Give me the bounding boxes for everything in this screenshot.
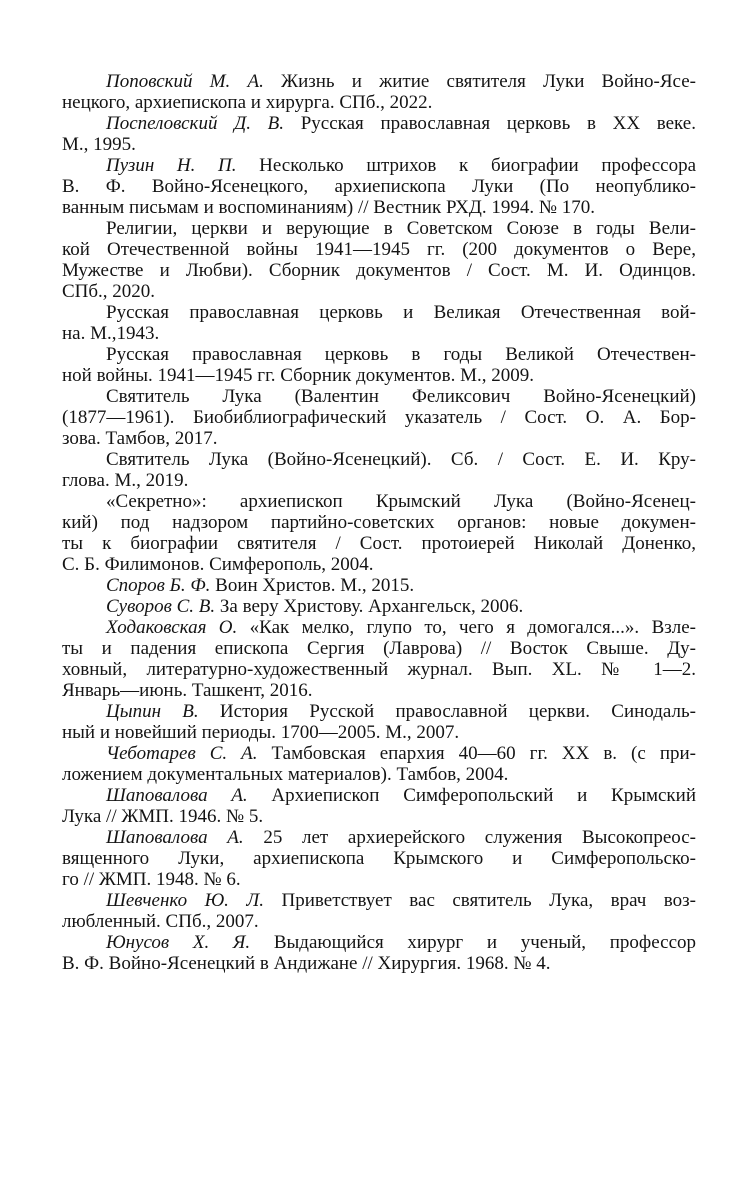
author-name: Ходаковская О. xyxy=(106,617,238,638)
text-run: на. М.,1943. xyxy=(62,323,160,344)
text-run: го // ЖМП. 1948. № 6. xyxy=(62,869,241,890)
bib-line xyxy=(62,323,696,344)
bib-line xyxy=(62,302,696,323)
bib-line xyxy=(62,197,696,218)
author-name: Пузин Н. П. xyxy=(106,155,237,176)
bib-line xyxy=(62,470,696,491)
bib-entry xyxy=(62,596,696,617)
bib-entry xyxy=(62,491,696,575)
text-run: (1877—1961). Биобиблиографический указатель / Сост. О. А. Бор- xyxy=(62,407,696,428)
bib-line xyxy=(62,428,696,449)
text-run: Воин Христов. М., 2015. xyxy=(210,575,415,596)
text-run: Религии, церкви и верующие в Советском Союзе в годы Вели- xyxy=(106,218,696,239)
text-run: Русская православная церковь в XX веке. xyxy=(284,113,696,134)
text-run: Жизнь и житие святителя Луки Войно-Ясе- xyxy=(263,71,696,92)
bib-entry xyxy=(62,113,696,155)
text-run: ты к биографии святителя / Сост. протоиерей Николай Доненко, xyxy=(62,533,696,554)
bib-line xyxy=(62,134,696,155)
bib-entry xyxy=(62,785,696,827)
bib-line xyxy=(62,827,696,848)
text-run: ный и новейший периоды. 1700—2005. М., 2007. xyxy=(62,722,460,743)
bib-line xyxy=(62,449,696,470)
bib-entry xyxy=(62,617,696,701)
bib-line xyxy=(62,890,696,911)
text-run: История Русской православной церкви. Синодаль- xyxy=(198,701,696,722)
bib-line xyxy=(62,113,696,134)
bib-line xyxy=(62,659,696,680)
bib-entry xyxy=(62,575,696,596)
bib-line xyxy=(62,764,696,785)
bib-line xyxy=(62,911,696,932)
bib-line xyxy=(62,701,696,722)
bib-line xyxy=(62,155,696,176)
bib-entry xyxy=(62,386,696,449)
bib-line xyxy=(62,281,696,302)
text-run: М., 1995. xyxy=(62,134,136,155)
text-run: вященного Луки, архиепископа Крымского и Симферопольско- xyxy=(62,848,696,869)
text-run: кий) под надзором партийно-советских органов: новые докумен- xyxy=(62,512,696,533)
bib-line xyxy=(62,869,696,890)
bib-entry xyxy=(62,155,696,218)
bib-line xyxy=(62,365,696,386)
text-run: За веру Христову. Архангельск, 2006. xyxy=(215,596,524,617)
author-name: Суворов С. В. xyxy=(106,596,216,617)
bib-line xyxy=(62,806,696,827)
text-run: «Секретно»: архиепископ Крымский Лука (Войно-Ясенец- xyxy=(106,491,696,512)
bib-entry xyxy=(62,71,696,113)
text-run: нецкого, архиепископа и хирурга. СПб., 2022. xyxy=(62,92,433,113)
text-run: Русская православная церковь и Великая Отечественная вой- xyxy=(106,302,696,323)
bib-line xyxy=(62,932,696,953)
bib-line xyxy=(62,743,696,764)
text-run: Архиепископ Симферопольский и Крымский xyxy=(247,785,696,806)
bib-line xyxy=(62,953,696,974)
text-run: «Как мелко, глупо то, чего я домогался...». Взле- xyxy=(237,617,696,638)
bib-line xyxy=(62,533,696,554)
author-name: Чеботарев С. А. xyxy=(106,743,258,764)
author-name: Шевченко Ю. Л. xyxy=(106,890,265,911)
text-run: СПб., 2020. xyxy=(62,281,156,302)
bib-entry xyxy=(62,743,696,785)
bib-line xyxy=(62,260,696,281)
bib-line xyxy=(62,407,696,428)
text-run: кой Отечественной войны 1941—1945 гг. (200 документов о Вере, xyxy=(62,239,696,260)
author-name: Шаповалова А. xyxy=(106,785,248,806)
bib-entry xyxy=(62,302,696,344)
text-run: зова. Тамбов, 2017. xyxy=(62,428,218,449)
bib-line xyxy=(62,596,696,617)
bib-entry xyxy=(62,701,696,743)
text-run: Январь—июнь. Ташкент, 2016. xyxy=(62,680,313,701)
bib-line xyxy=(62,239,696,260)
bib-line xyxy=(62,848,696,869)
text-run: Святитель Лука (Войно-Ясенецкий). Сб. / Сост. Е. И. Кру- xyxy=(106,449,696,470)
bib-line xyxy=(62,722,696,743)
text-run: глова. М., 2019. xyxy=(62,470,189,491)
text-run: Мужестве и Любви). Сборник документов / Сост. М. И. Одинцов. xyxy=(62,260,696,281)
text-run: Тамбовская епархия 40—60 гг. XX в. (с при- xyxy=(257,743,696,764)
bib-line xyxy=(62,512,696,533)
text-run: ховный, литературно-художественный журнал. Вып. XL. № 1—2. xyxy=(62,659,696,680)
bibliography xyxy=(62,71,696,974)
bib-line xyxy=(62,554,696,575)
bib-line xyxy=(62,575,696,596)
bib-entry xyxy=(62,932,696,974)
text-run: Святитель Лука (Валентин Феликсович Войно-Ясенецкий) xyxy=(106,386,696,407)
bib-line xyxy=(62,71,696,92)
bib-line xyxy=(62,638,696,659)
bib-line xyxy=(62,617,696,638)
text-run: В. Ф. Войно-Ясенецкого, архиепископа Луки (По неопублико- xyxy=(62,176,696,197)
bib-entry xyxy=(62,218,696,302)
text-run: ложением документальных материалов). Тамбов, 2004. xyxy=(62,764,509,785)
text-run: Русская православная церковь в годы Великой Отечествен- xyxy=(106,344,696,365)
bib-entry xyxy=(62,449,696,491)
text-run: ванным письмам и воспоминаниям) // Вестник РХД. 1994. № 170. xyxy=(62,197,595,218)
bib-line xyxy=(62,92,696,113)
bib-line xyxy=(62,218,696,239)
author-name: Поспеловский Д. В. xyxy=(106,113,285,134)
text-run: Приветствует вас святитель Лука, врач воз- xyxy=(264,890,696,911)
text-run: Лука // ЖМП. 1946. № 5. xyxy=(62,806,264,827)
text-run: С. Б. Филимонов. Симферополь, 2004. xyxy=(62,554,374,575)
bib-line xyxy=(62,176,696,197)
bib-line xyxy=(62,680,696,701)
bib-entry xyxy=(62,344,696,386)
author-name: Шаповалова А. xyxy=(106,827,244,848)
bib-line xyxy=(62,491,696,512)
bib-line xyxy=(62,344,696,365)
bib-line xyxy=(62,785,696,806)
author-name: Юнусов Х. Я. xyxy=(106,932,251,953)
author-name: Цыпин В. xyxy=(106,701,199,722)
author-name: Споров Б. Ф. xyxy=(106,575,211,596)
text-run: любленный. СПб., 2007. xyxy=(62,911,259,932)
bib-line xyxy=(62,386,696,407)
bib-entry xyxy=(62,890,696,932)
text-run: 25 лет архиерейского служения Высокопреос- xyxy=(243,827,696,848)
text-run: В. Ф. Войно-Ясенецкий в Андижане // Хирургия. 1968. № 4. xyxy=(62,953,551,974)
author-name: Поповский М. А. xyxy=(106,71,264,92)
text-run: Несколько штрихов к биографии профессора xyxy=(236,155,697,176)
text-run: ной войны. 1941—1945 гг. Сборник документов. М., 2009. xyxy=(62,365,535,386)
text-run: ты и падения епископа Сергия (Лаврова) // Восток Свыше. Ду- xyxy=(62,638,696,659)
text-run: Выдающийся хирург и ученый, профессор xyxy=(250,932,696,953)
bib-entry xyxy=(62,827,696,890)
